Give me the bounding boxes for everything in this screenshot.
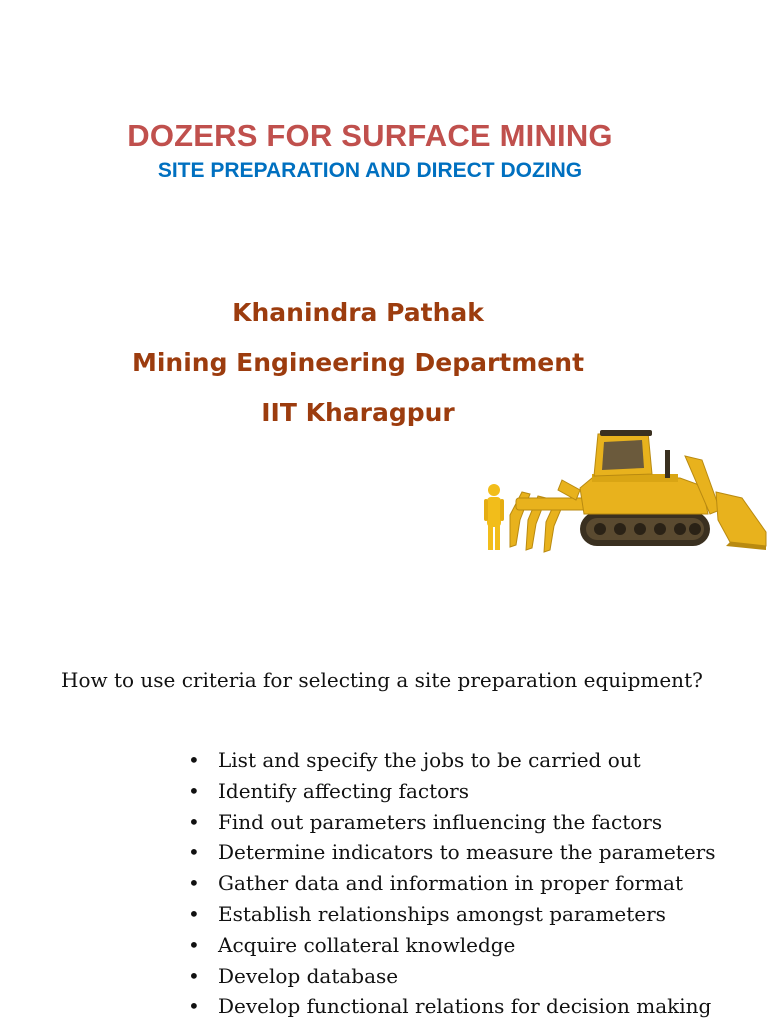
list-item-text: Develop database <box>218 963 399 988</box>
dozer-figure-svg <box>480 420 768 560</box>
list-item <box>184 868 715 899</box>
dozer-illustration <box>510 430 766 552</box>
bullet-icon: • <box>188 932 200 957</box>
list-item-text: Determine indicators to measure the parameters <box>218 840 716 865</box>
question-text: How to use criteria for selecting a site preparation equipment? <box>61 668 703 692</box>
bullet-icon: • <box>188 840 200 865</box>
bullet-icon: • <box>188 901 200 926</box>
bullet-icon: • <box>188 963 200 988</box>
bullet-icon: • <box>188 809 200 834</box>
bullet-icon: • <box>188 748 200 772</box>
bullet-icon: • <box>188 871 200 896</box>
list-item-text: Gather data and information in proper format <box>218 871 683 896</box>
bullet-icon: • <box>188 778 200 803</box>
author-institute: IIT Kharagpur <box>261 398 455 427</box>
list-item-text: Find out parameters influencing the factors <box>218 809 663 834</box>
list-item <box>184 745 715 776</box>
list-item <box>184 837 715 868</box>
person-silhouette-icon <box>484 484 504 550</box>
list-item <box>184 776 715 807</box>
author-block <box>0 288 716 438</box>
author-department: Mining Engineering Department <box>131 348 585 377</box>
bullet-icon: • <box>188 994 200 1019</box>
list-item <box>184 930 715 961</box>
list-item-text: Develop functional relations for decision making <box>218 994 712 1019</box>
dozer-figure <box>480 420 768 560</box>
list-item <box>184 961 715 992</box>
list-item <box>184 807 715 838</box>
list-item-text: Acquire collateral knowledge <box>218 932 516 957</box>
list-item-text: Identify affecting factors <box>218 778 469 803</box>
page-title: DOZERS FOR SURFACE MINING <box>127 118 613 153</box>
page-subtitle: SITE PREPARATION AND DIRECT DOZING <box>157 159 583 182</box>
list-item <box>184 899 715 930</box>
list-item-text: List and specify the jobs to be carried out <box>218 748 641 772</box>
list-item <box>184 991 715 1022</box>
steps-list <box>184 745 715 1022</box>
list-item-text: Establish relationships amongst parameters <box>218 901 666 926</box>
author-name: Khanindra Pathak <box>232 298 484 327</box>
